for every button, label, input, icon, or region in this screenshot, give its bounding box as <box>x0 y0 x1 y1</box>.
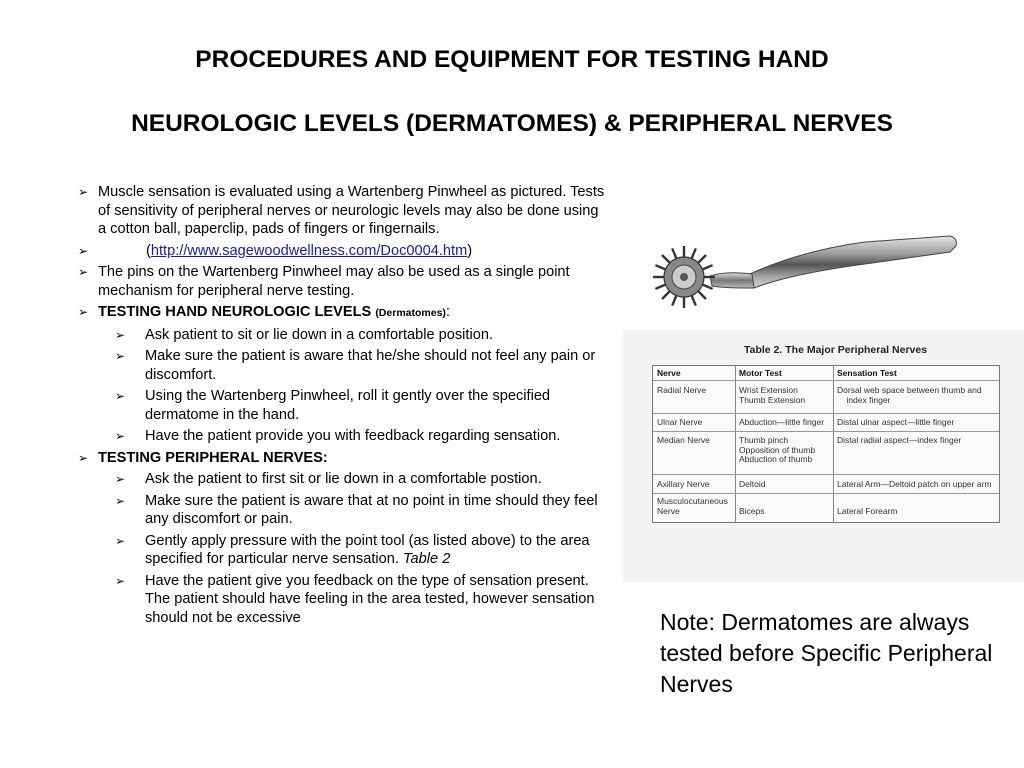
table-cell: Distal radial aspect—index finger <box>837 435 962 445</box>
row-divider <box>653 413 999 414</box>
wartenberg-pinwheel-icon <box>650 232 960 310</box>
sub-bullet-text: Make sure the patient is aware that he/she should not feel any pain or discomfort. <box>145 348 596 383</box>
list-item <box>78 470 608 489</box>
colon: : <box>445 304 450 320</box>
section-subheading: (Dermatomes) <box>375 307 446 319</box>
list-item <box>78 427 608 446</box>
table-cell: Axillary Nerve <box>657 479 710 489</box>
arrowhead-bullet-icon: ➢ <box>115 533 126 548</box>
list-item <box>78 326 608 345</box>
table-cell: Biceps <box>739 506 765 516</box>
list-item <box>78 242 608 261</box>
column-divider <box>735 366 736 522</box>
row-divider <box>653 380 999 381</box>
table-reference: Table 2 <box>402 551 451 567</box>
table-cell: Abduction—little finger <box>739 417 825 427</box>
sub-bullet-text: Have the patient provide you with feedback regarding sensation. <box>145 428 561 444</box>
table-cell: Lateral Arm—Deltoid patch on upper arm <box>837 479 992 489</box>
sub-bullet-text: Gently apply pressure with the point tool (as listed above) to the area specified for particular nerve sensation. <box>145 532 590 567</box>
list-item <box>78 263 608 300</box>
list-item <box>78 572 608 628</box>
table-cell: Wrist Extension Thumb Extension <box>739 385 806 405</box>
table-cell: Thumb pinch Opposition of thumb Abduction of thumb <box>739 435 816 464</box>
table-cell: Dorsal web space between thumb and index finger <box>837 385 982 405</box>
header-motor-test: Motor Test <box>739 368 782 378</box>
section-heading-peripheral: TESTING PERIPHERAL NERVES: <box>98 449 328 466</box>
table-cell: Median Nerve <box>657 435 710 445</box>
sub-bullet-text: Have the patient give you feedback on the type of sensation present. The patient should have feeling in the area tested, however sensation should not be excessive <box>145 572 595 626</box>
arrowhead-bullet-icon: ➢ <box>115 429 126 443</box>
arrowhead-bullet-icon: ➢ <box>115 493 126 508</box>
list-item <box>78 449 608 468</box>
list-item <box>78 347 608 384</box>
table-cell: Lateral Forearm <box>837 506 898 516</box>
list-item <box>78 183 608 239</box>
title-line-2: NEUROLOGIC LEVELS (DERMATOMES) & PERIPHERAL NERVES <box>131 110 893 137</box>
title-line-1: PROCEDURES AND EQUIPMENT FOR TESTING HAND <box>195 46 829 73</box>
sub-bullet-text: Using the Wartenberg Pinwheel, roll it gently over the specified dermatome in the hand. <box>145 388 551 423</box>
table-cell: Distal ulnar aspect—little finger <box>837 417 955 427</box>
bullet-text: The pins on the Wartenberg Pinwheel may also be used as a single point mechanism for peripheral nerve testing. <box>98 264 570 299</box>
column-divider <box>833 366 834 522</box>
table-caption: Table 2. The Major Peripheral Nerves <box>744 344 928 356</box>
list-item <box>78 387 608 424</box>
arrowhead-bullet-icon: ➢ <box>115 349 126 363</box>
table-cell: Radial Nerve <box>657 385 707 395</box>
list-item <box>78 303 608 323</box>
paren-close: ) <box>467 242 473 259</box>
table-cell: Musculocutaneous Nerve <box>657 496 728 516</box>
arrowhead-bullet-icon: ➢ <box>115 472 126 486</box>
peripheral-nerves-table-image <box>622 330 1024 582</box>
header-sensation-test: Sensation Test <box>837 368 897 378</box>
arrowhead-bullet-icon: ➢ <box>78 450 89 465</box>
nerve-table <box>652 365 1000 523</box>
table-cell: Deltoid <box>739 479 766 489</box>
arrowhead-bullet-icon: ➢ <box>115 327 126 342</box>
sub-bullet-text: Ask the patient to first sit or lie down in a comfortable postion. <box>145 471 542 487</box>
section-heading-dermatomes: TESTING HAND NEUROLOGIC LEVELS <box>98 304 372 320</box>
row-divider <box>653 431 999 432</box>
arrowhead-bullet-icon: ➢ <box>115 573 126 588</box>
row-divider <box>653 474 999 475</box>
list-item <box>78 532 608 569</box>
bullet-list <box>78 183 608 630</box>
table-cell: Ulnar Nerve <box>657 417 703 427</box>
header-nerve: Nerve <box>657 368 681 378</box>
sub-bullet-text: Make sure the patient is aware that at no point in time should they feel any discomfort or pain. <box>145 492 598 527</box>
arrowhead-bullet-icon: ➢ <box>115 389 126 403</box>
row-divider <box>653 493 999 494</box>
arrowhead-bullet-icon: ➢ <box>78 185 89 199</box>
bullet-text: Muscle sensation is evaluated using a Wartenberg Pinwheel as pictured. Tests of sensitivity of peripheral nerves or neurologic levels may also be done using a cotton ball, paperclip, pads of fingers or fingernails. <box>98 184 605 237</box>
arrowhead-bullet-icon: ➢ <box>78 243 89 258</box>
paren-open: ( <box>146 242 151 259</box>
list-item <box>78 492 608 529</box>
arrowhead-bullet-icon: ➢ <box>78 265 89 279</box>
dermatomes-note: Note: Dermatomes are always tested before Specific Peripheral Nerves <box>660 609 993 697</box>
source-link[interactable]: http://www.sagewoodwellness.com/Doc0004.htm <box>150 242 468 259</box>
arrowhead-bullet-icon: ➢ <box>78 305 89 319</box>
sub-bullet-text: Ask patient to sit or lie down in a comfortable position. <box>145 326 493 343</box>
